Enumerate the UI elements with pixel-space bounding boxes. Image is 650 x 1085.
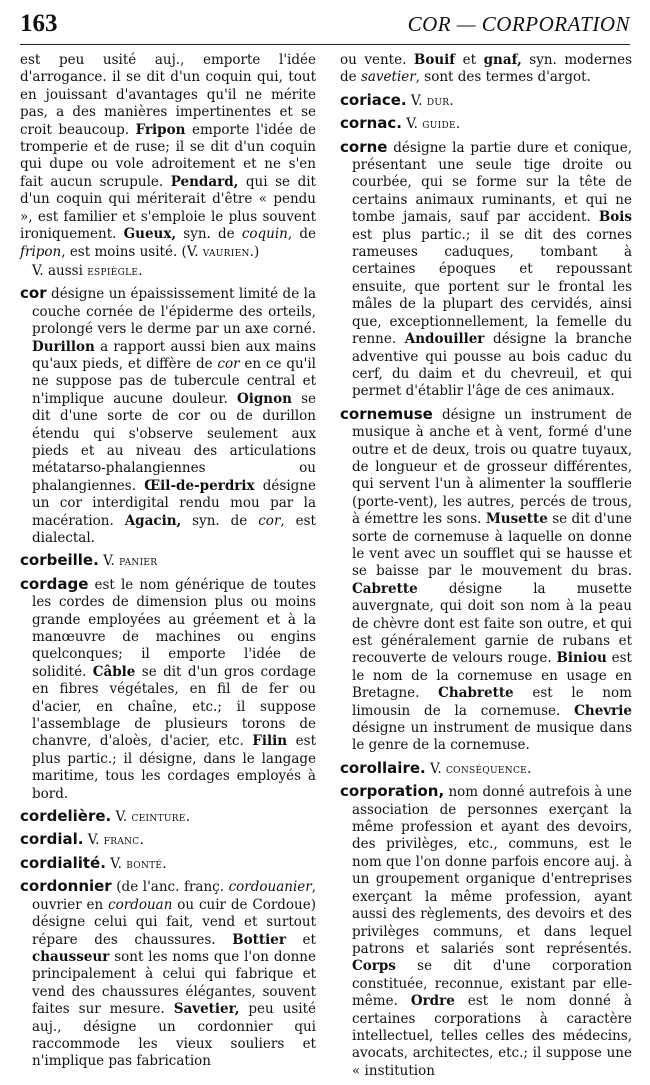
entry-cornac: cornac. V. guide. (340, 114, 461, 133)
term-chausseur: chausseur (32, 948, 110, 965)
left-column (20, 52, 316, 1076)
term-chabrette: Chabrette (438, 685, 514, 702)
cross-ref: guide (422, 116, 456, 132)
headword: cornemuse (340, 404, 433, 423)
headword: corporation, (340, 782, 445, 801)
term-agacin: Agacin, (124, 512, 182, 529)
headword: corbeille. (20, 551, 99, 570)
term-gueux: Gueux, (123, 226, 177, 243)
entry-insolent-continued: est peu usité auj., emporte l'idée d'arrogance. il se dit d'un coquin qui, tout en jouissant d'avantages qu'il ne mérite pas, a des manières impertinentes et se croit beaucoup. Fripon emporte l'idée de tromperie et de ruse; il se dit d'un coquin qui dupe ou vole adroitement et ne s'en fait aucun scrupule. Pendard, qui se dit d'un coquin qui mériterait d'être « pendu », est familier et s'emploie le plus souvent ironiquement. Gueux, syn. de coquin, de fripon, est moins usité. (V. vaurien.) V. aussi espiègle. (20, 52, 316, 279)
headword: corollaire. (340, 758, 426, 777)
cross-ref: conséquence (445, 760, 528, 776)
cross-ref: dur (426, 92, 450, 108)
entry-corollaire: corollaire. V. conséquence. (340, 758, 532, 777)
term-savetier: Savetier, (173, 1001, 240, 1018)
page-number: 163 (20, 10, 58, 37)
term-bottier: Bottier (232, 931, 286, 948)
entry-coriace: coriace. V. dur. (340, 90, 454, 109)
right-column (340, 52, 632, 1085)
entry-corporation: corporation, nom donné autrefois à une association de personnes exerçant la même profession et ayant des devoirs, des privilèges, etc., communs, est le nom que l'on donne parfois encore auj. à un groupement organique d'entreprises exerçant la même profession, ayant aussi des règlements, des devoirs et des privilèges communs, et dans lequel patrons et salariés sont représentés. Corps se dit d'une corporation constituée, reconnue, existant par elle-même. Ordre est le nom donné à certaines corporations à caractère intellectuel, telles celles des médecins, avocats, architectes, etc.; il suppose une « institution (340, 782, 632, 1079)
term-cabrette: Cabrette (352, 580, 418, 597)
headword: coriace. (340, 90, 407, 109)
term-musette: Musette (485, 511, 548, 528)
cross-ref: panier (119, 553, 158, 569)
term-bouif: Bouif (413, 52, 456, 68)
cross-ref: espiègle (87, 262, 139, 278)
headword: cordage (20, 574, 89, 593)
entry-cornemuse: cornemuse désigne un instrument de musique à anche et à vent, formé d'une outre et de deux, trois ou quatre tuyaux, de longueur et de grosseur différentes, qui servent l'un à alimenter la soufflerie (porte-vent), les autres, percés de trous, à émettre les sons. Musette se dit d'une sorte de cornemuse à laquelle on donne le vent avec un soufflet qui se hausse et se baisse par le mouvement du bras. Cabrette désigne la musette auvergnate, qui doit son nom à la peau de chèvre dont est faite son outre, et qui est généralement garnie de rubans et recouverte de velours rouge. Biniou est le nom de la cornemuse en usage en Bretagne. Chabrette est le nom limousin de la cornemuse. Chevrie désigne un instrument de musique dans le genre de la cornemuse. (340, 404, 632, 754)
entry-corbeille: corbeille. V. panier (20, 551, 158, 570)
term-pendard: Pendard, (170, 173, 239, 190)
running-head: COR — CORPORATION (407, 11, 630, 36)
term-oignon: Oignon (236, 390, 292, 407)
cross-ref: franc (103, 832, 140, 848)
entry-cordialite: cordialité. V. bonté. (20, 853, 167, 872)
term-corps: Corps (352, 958, 396, 975)
term-gnaf: gnaf, (483, 52, 522, 68)
term-oeil-de-perdrix: Œil-de-perdrix (144, 477, 255, 494)
term-durillon: Durillon (32, 338, 95, 355)
cross-ref: vaurien (202, 244, 250, 260)
entry-cordial: cordial. V. franc. (20, 830, 144, 849)
headword: cordial. (20, 830, 84, 849)
entry-corne: corne désigne la partie dure et conique, présentant une seule tige droite ou courbée, qui se forme sur la tête de certains animaux ruminants, et qui ne tombe jamais, sauf par accident. Bois est plus partic.; il se dit des cornes rameuses caduques, tombant à certaines époques et repoussant ensuite, que portent sur le frontal les mâles de la plupart des cervidés, ainsi que, exceptionnellement, la femelle du renne. Andouiller désigne la branche adventive qui pousse au bois caduc du cerf, du daim et du chevreuil, et qui permet d'établir l'âge de ces animaux. (340, 137, 632, 400)
headword: cornac. (340, 114, 402, 133)
term-bois: Bois (598, 209, 632, 226)
entry-cor: cor désigne un épaississement limité de la couche cornée de l'épiderme des orteils, prolongé vers le derme par un axe corné. Durillon a rapport aussi bien aux mains qu'aux pieds, et diffère de cor en ce qu'il ne suppose pas de tubercule central et n'implique aucune douleur. Oignon se dit d'une sorte de cor ou de durillon étendu qui s'observe seulement aux pieds et au niveau des articulations métatarso-phalangiennes ou phalangiennes. Œil-de-perdrix désigne un cor interdigital rendu mou par la macération. Agacin, syn. de cor, est dialectal. (20, 284, 316, 546)
cross-ref: bonté (126, 855, 163, 871)
headword: corne (340, 137, 388, 156)
term-biniou: Biniou (556, 650, 607, 667)
term-ordre: Ordre (410, 993, 455, 1010)
cross-ref: ceinture (131, 809, 186, 825)
headword: cordelière. (20, 807, 112, 826)
page-header (20, 4, 630, 45)
headword: cordialité. (20, 853, 106, 872)
entry-cordonnier-continued: ou vente. Bouif et gnaf, syn. modernes de savetier, sont des termes d'argot. (340, 52, 633, 86)
headword: cordonnier (20, 877, 112, 896)
entry-cordage: cordage est le nom générique de toutes les cordes de dimension plus ou moins grande employées au gréement et à la manœuvre de machines ou engins quelconques; il emporte l'idée de solidité. Câble se dit d'un gros cordage en fibres végétales, en fil de fer ou d'acier, en chaîne, etc.; il suppose l'assemblage de plusieurs torons de chanvre, d'aloès, d'acier, etc. Filin est plus partic.; il désigne, dans le langage maritime, tous les cordages employés à bord. (20, 574, 316, 802)
entry-cordeliere: cordelière. V. ceinture. (20, 807, 191, 826)
headword: cor (20, 284, 47, 303)
entry-cordonnier: cordonnier (de l'anc. franç. cordouanier, ouvrier en cordouan ou cuir de Cordoue) désigne celui qui fait, vend et surtout répare des chaussures. Bottier et chausseur sont les noms que l'on donne principalement à celui qui fabrique et vend des chaussures élégantes, souvent faites sur mesure. Savetier, peu usité auj., désigne un cordonnier qui raccommode les vieux souliers et n'implique pas fabrication (20, 877, 316, 1070)
term-andouiller: Andouiller (404, 331, 485, 348)
term-chevrie: Chevrie (574, 702, 632, 719)
term-fripon: Fripon (135, 121, 186, 138)
term-cable: Câble (92, 663, 136, 680)
term-filin: Filin (252, 733, 288, 750)
